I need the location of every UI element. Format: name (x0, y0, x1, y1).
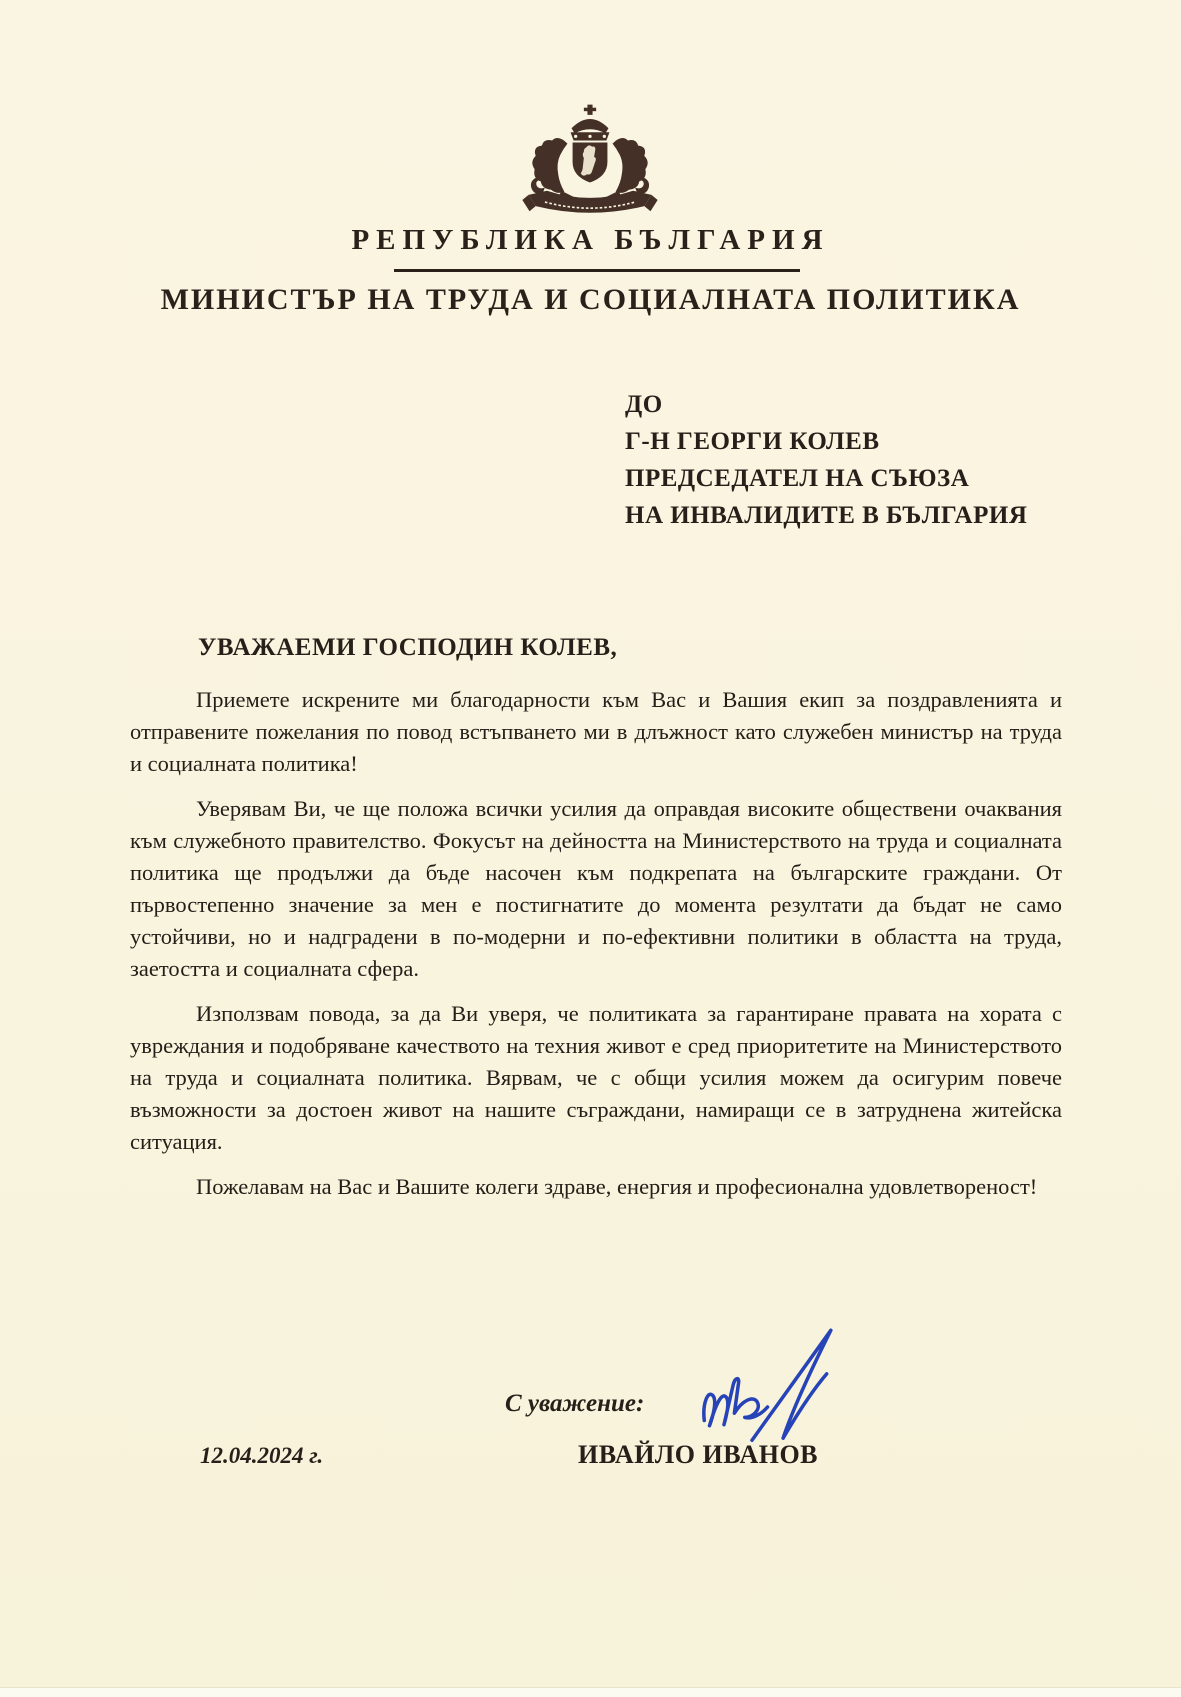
letterhead-rule (394, 269, 800, 272)
scan-edge (0, 1687, 1181, 1697)
closing-label: С уважение: (505, 1390, 645, 1417)
body-paragraph-2: Уверявам Ви, че ще положа всички усилия да оправдая високите обществени очаквания към служебното правителство. Фокусът на дейността на Министерството на труда и социалната политика ще продължи да бъде насочен към подкрепата на българските граждани. От първостепенно значение за мен е постигнатите до момента резултати да бъдат не само устойчиви, но и надградени в по-модерни и по-ефективни политики в областта на труда, заетостта и социалната сфера. (130, 796, 1062, 981)
body-paragraph-3: Използвам повода, за да Ви уверя, че политиката за гарантиране правата на хората с увреждания и подобряване качеството на техния живот е сред приоритетите на Министерството на труда и социалната политика. Вярвам, че с общи усилия можем да осигурим повече възможности за достоен живот на нашите съграждани, намиращи се в затруднена житейска ситуация. (130, 1001, 1062, 1154)
letter-date: 12.04.2024 г. (200, 1443, 324, 1468)
republic-title: РЕПУБЛИКА БЪЛГАРИЯ (351, 224, 830, 256)
body-paragraph-1: Приемете искрените ми благодарности към Вас и Вашия екип за поздравленията и отправените пожелания по повод встъпването ми в длъжност като служебен министър на труда и социалната политика! (130, 687, 1062, 776)
recipient-block (625, 386, 1027, 534)
coat-of-arms-icon (508, 104, 672, 218)
recipient-line-name: Г-Н ГЕОРГИ КОЛЕВ (625, 428, 880, 455)
minister-title: МИНИСТЪР НА ТРУДА И СОЦИАЛНАТА ПОЛИТИКА (160, 283, 1021, 316)
recipient-line-to: ДО (625, 391, 663, 418)
recipient-line-title-2: НА ИНВАЛИДИТЕ В БЪЛГАРИЯ (625, 502, 1028, 529)
recipient-line-title-1: ПРЕДСЕДАТЕЛ НА СЪЮЗА (625, 465, 970, 492)
body-paragraph-4: Пожелавам на Вас и Вашите колеги здраве, енергия и професионална удовлетвореност! (196, 1174, 1038, 1199)
signatory-name: ИВАЙЛО ИВАНОВ (578, 1440, 819, 1469)
letter-body (130, 684, 1062, 1216)
salutation: УВАЖАЕМИ ГОСПОДИН КОЛЕВ, (198, 634, 618, 661)
